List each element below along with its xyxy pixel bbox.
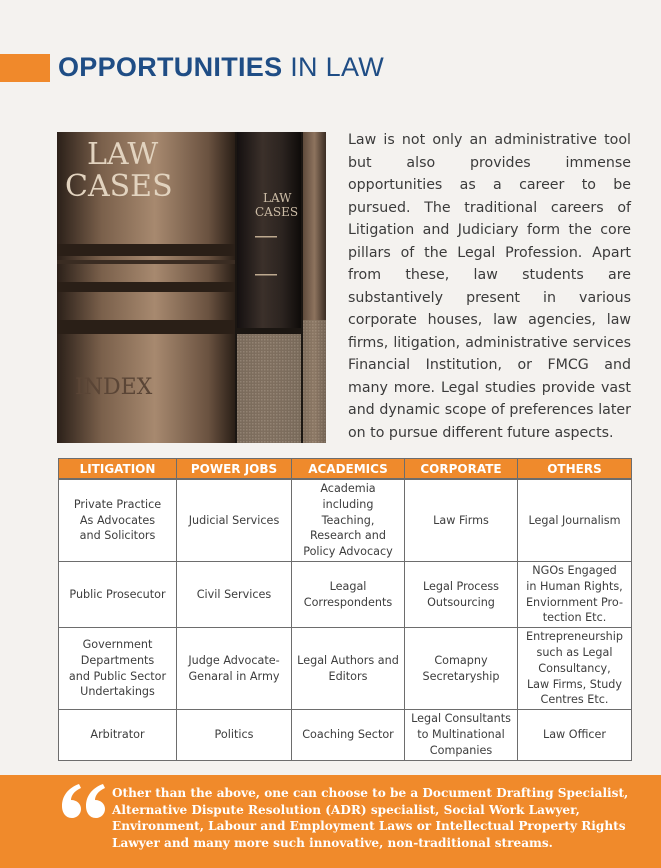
page-title-bold: OPPORTUNITIES <box>58 52 283 82</box>
table-cell: Government Departments and Public Sector Undertakings <box>59 628 177 710</box>
table-cell: Politics <box>177 710 292 760</box>
table-cell: Arbitrator <box>59 710 177 760</box>
table-cell: Judicial Services <box>177 479 292 561</box>
intro-paragraph: Law is not only an administrative tool but also provides immense opportunities as a career to be pursued. The traditional careers of Litigation and Judiciary form the core pillars of the Legal Profession. Apart from these, law students are substantively present in various corporate houses, law agencies, law firms, litigation, administrative services Financial Institution, or FMCG and many more. Legal studies provide vast and dynamic scope of preferences later on to pursue different future aspects. <box>348 132 631 441</box>
quote-text: Other than the above, one can choose to be a Document Drafting Specialist, Alternative Dispute Resolution (ADR) specialist, Social Work Lawyer, Environment, Labour and Employment Laws or Intellectual Property Rights Lawyer and many more such innovative, non-traditional streams. <box>112 786 629 850</box>
table-cell: Private Practice As Advocates and Solicitors <box>59 479 177 561</box>
table-cell: Law Firms <box>405 479 518 561</box>
header-academics: ACADEMICS <box>292 459 405 480</box>
table-cell: NGOs Engaged in Human Rights, Enviornment Pro- tection Etc. <box>518 561 632 627</box>
page-title <box>58 52 384 83</box>
career-options-table <box>58 458 632 761</box>
spine-title-2: LAW CASES <box>255 191 299 219</box>
table-row <box>59 479 632 561</box>
table-cell: Legal Process Outsourcing <box>405 561 518 627</box>
table-cell: Comapny Secretaryship <box>405 628 518 710</box>
table-row <box>59 561 632 627</box>
law-books-illustration <box>57 132 326 443</box>
table-row <box>59 628 632 710</box>
table-cell: Law Officer <box>518 710 632 760</box>
law-books-photo <box>57 132 326 443</box>
quote-mark-icon <box>62 784 106 818</box>
table-cell: Legal Journalism <box>518 479 632 561</box>
table-cell: Civil Services <box>177 561 292 627</box>
spine-index-label: INDEX <box>75 375 153 400</box>
header-corporate: CORPORATE <box>405 459 518 480</box>
header-power-jobs: POWER JOBS <box>177 459 292 480</box>
table-row <box>59 710 632 760</box>
table-header-row <box>59 459 632 480</box>
header-litigation: LITIGATION <box>59 459 177 480</box>
heading-accent-bar <box>0 54 50 82</box>
table-cell: Leagal Correspondents <box>292 561 405 627</box>
table-cell: Coaching Sector <box>292 710 405 760</box>
header-others: OTHERS <box>518 459 632 480</box>
table-cell: Public Prosecutor <box>59 561 177 627</box>
table-cell: Judge Advocate- Genaral in Army <box>177 628 292 710</box>
spine-title-1: LAW CASES <box>65 137 173 204</box>
table-cell: Legal Consultants to Multinational Companies <box>405 710 518 760</box>
table-cell: Legal Authors and Editors <box>292 628 405 710</box>
table-cell: Entrepreneurship such as Legal Consultancy, Law Firms, Study Centres Etc. <box>518 628 632 710</box>
table-cell: Academia including Teaching, Research and Policy Advocacy <box>292 479 405 561</box>
page-title-light: IN LAW <box>290 52 385 82</box>
